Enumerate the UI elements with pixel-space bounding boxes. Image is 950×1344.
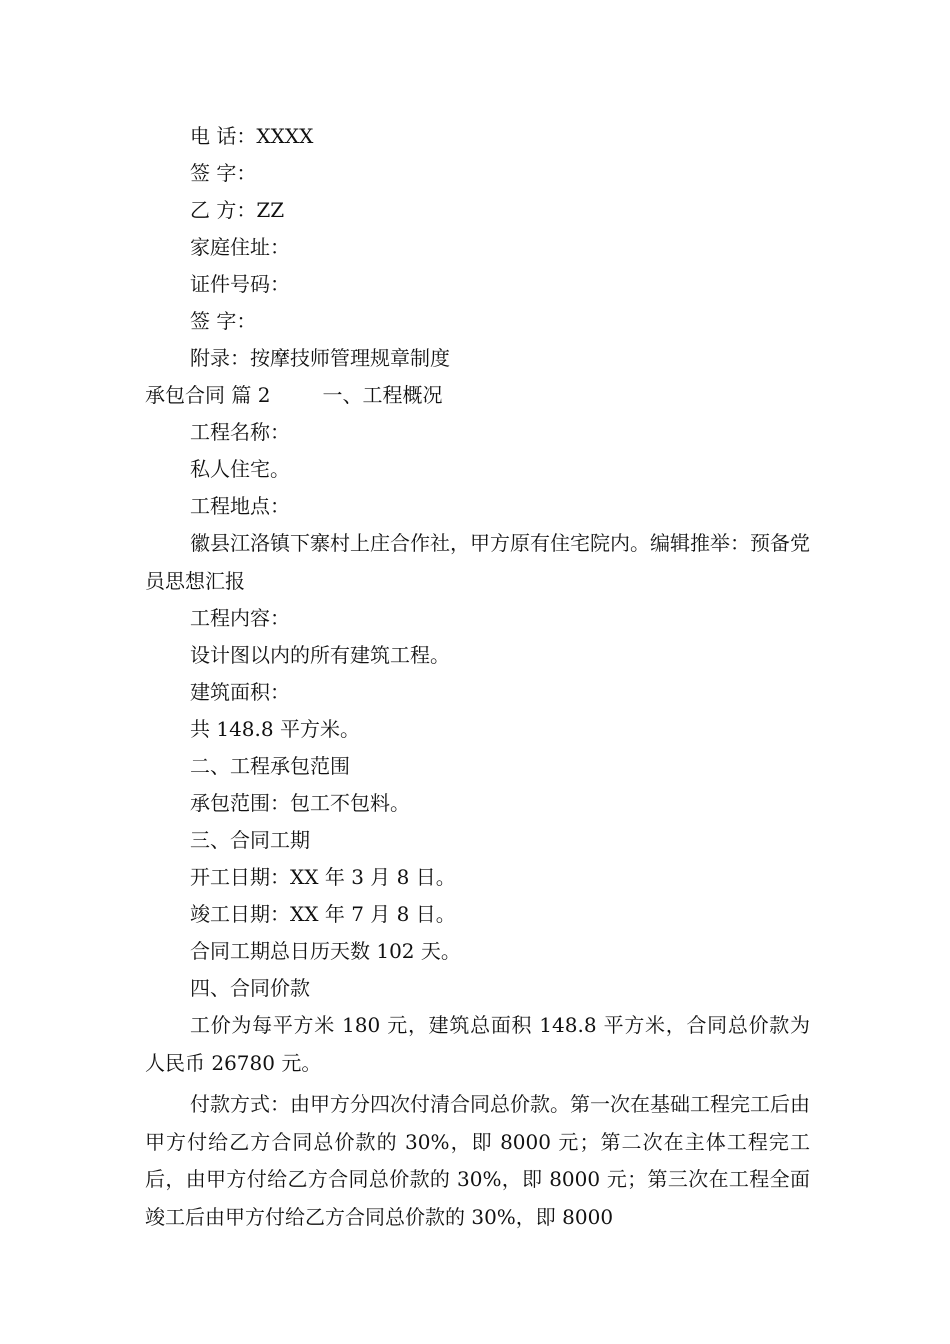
building-area-label: 建筑面积： xyxy=(190,680,290,704)
appendix-line: 附录：按摩技师管理规章制度 xyxy=(190,346,450,370)
scope-line: 承包范围：包工不包料。 xyxy=(190,791,410,815)
document-page xyxy=(145,118,810,1236)
project-location-label: 工程地点： xyxy=(190,494,290,518)
id-number-line: 证件号码： xyxy=(190,272,290,296)
payment-paragraph: 付款方式：由甲方分四次付清合同总价款。第一次在基础工程完工后由甲方付给乙方合同总价款的 30%，即 8000 元；第二次在主体工程完工后，由甲方付给乙方合同总价款的 30%，即 8000 元；第三次在工程全面竣工后由甲方付给乙方合同总价款的 30%，即 8000 xyxy=(145,1092,810,1229)
contract-heading xyxy=(145,377,810,414)
signature-line: 签 字： xyxy=(190,161,257,185)
project-content-value: 设计图以内的所有建筑工程。 xyxy=(190,643,450,667)
section-2-title: 二、工程承包范围 xyxy=(190,754,350,778)
duration-line: 合同工期总日历天数 102 天。 xyxy=(190,939,461,963)
end-date-line: 竣工日期：XX 年 7 月 8 日。 xyxy=(190,902,456,926)
section-3-title: 三、合同工期 xyxy=(190,828,310,852)
section-1-title: 一、工程概况 xyxy=(322,383,443,407)
party-b-line: 乙 方：ZZ xyxy=(190,198,285,222)
start-date-line: 开工日期：XX 年 3 月 8 日。 xyxy=(190,865,456,889)
phone-line: 电 话：XXXX xyxy=(190,124,314,148)
project-location-paragraph: 徽县江洛镇下寨村上庄合作社，甲方原有住宅院内。编辑推举：预备党员思想汇报 xyxy=(145,531,810,593)
project-content-label: 工程内容： xyxy=(190,606,290,630)
building-area-value: 共 148.8 平方米。 xyxy=(190,717,360,741)
project-name-label: 工程名称： xyxy=(190,420,290,444)
section-4-title: 四、合同价款 xyxy=(190,976,310,1000)
project-name-value: 私人住宅。 xyxy=(190,457,290,481)
signature-line-2: 签 字： xyxy=(190,309,257,333)
price-paragraph: 工价为每平方米 180 元，建筑总面积 148.8 平方米，合同总价款为人民币 26780 元。 xyxy=(145,1013,810,1075)
home-address-line: 家庭住址： xyxy=(190,235,290,259)
contract-title: 承包合同 篇 2 xyxy=(145,383,271,407)
